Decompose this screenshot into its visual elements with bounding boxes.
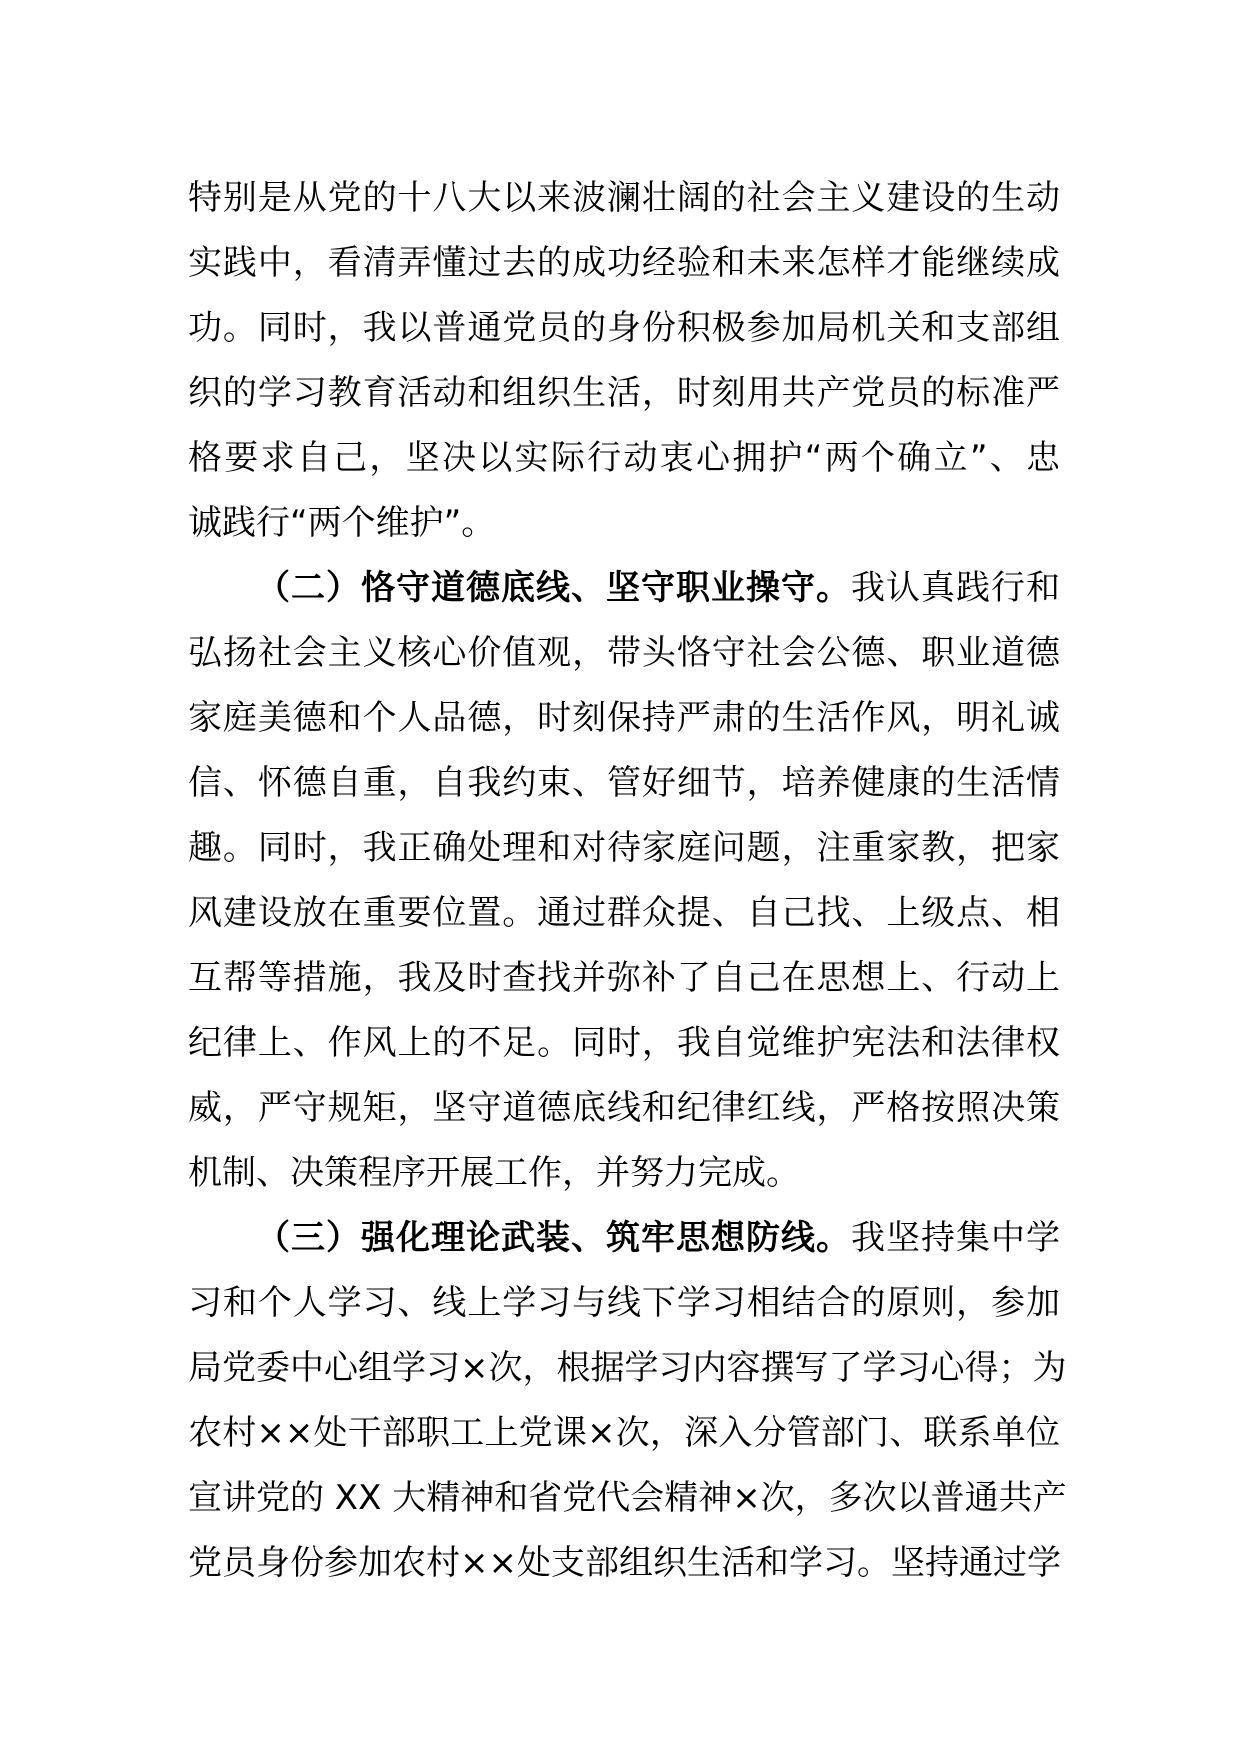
paragraph-line: 机制、决策程序开展工作，并努力完成。 [188, 1153, 800, 1193]
section-3-first-line [188, 1206, 1060, 1271]
paragraph-line: 习和个人学习、线上学习与线下学习相结合的原则，参加 [188, 1283, 1060, 1323]
section-2-heading: （二）恪守道德底线、坚守职业操守。 [256, 568, 851, 608]
section-3-first-text: 我坚持集中学 [851, 1218, 1060, 1258]
section-3-heading: （三）强化理论武装、筑牢思想防线。 [256, 1218, 851, 1258]
section-2-first-text: 我认真践行和 [851, 568, 1060, 608]
paragraph-line: 党员身份参加农村××处支部组织生活和学习。坚持通过学 [188, 1543, 1061, 1583]
paragraph-line: 实践中，看清弄懂过去的成功经验和未来怎样才能继续成 [188, 243, 1060, 283]
section-2-first-line [188, 556, 1060, 621]
paragraph-line: 家庭美德和个人品德，时刻保持严肃的生活作风，明礼诚 [188, 698, 1060, 738]
paragraph-line: 局党委中心组学习×次，根据学习内容撰写了学习心得；为 [188, 1348, 1067, 1388]
paragraph-line: 宣讲党的 XX 大精神和省党代会精神×次，多次以普通共产 [188, 1478, 1067, 1518]
paragraph-line: 风建设放在重要位置。通过群众提、自己找、上级点、相 [188, 893, 1060, 933]
paragraph-line: 纪律上、作风上的不足。同时，我自觉维护宪法和法律权 [188, 1023, 1060, 1063]
paragraph-line: 特别是从党的十八大以来波澜壮阔的社会主义建设的生动 [188, 178, 1060, 218]
paragraph-line: 格要求自己，坚决以实际行动衷心拥护“两个确立”、忠 [188, 438, 1060, 478]
paragraph-line: 弘扬社会主义核心价值观，带头恪守社会公德、职业道德 [188, 633, 1060, 673]
body-text [188, 166, 1067, 1596]
paragraph-line: 趣。同时，我正确处理和对待家庭问题，注重家教，把家 [188, 828, 1060, 868]
paragraph-line: 织的学习教育活动和组织生活，时刻用共产党员的标准严 [188, 373, 1060, 413]
paragraph-line: 信、怀德自重，自我约束、管好细节，培养健康的生活情 [188, 763, 1060, 803]
paragraph-line: 威，严守规矩，坚守道德底线和纪律红线，严格按照决策 [188, 1088, 1060, 1128]
paragraph-line: 农村××处干部职工上党课×次，深入分管部门、联系单位 [188, 1413, 1060, 1453]
paragraph-line: 互帮等措施，我及时查找并弥补了自己在思想上、行动上 [188, 958, 1060, 998]
paragraph-line: 功。同时，我以普通党员的身份积极参加局机关和支部组 [188, 308, 1060, 348]
paragraph-line: 诚践行“两个维护”。 [188, 503, 496, 543]
